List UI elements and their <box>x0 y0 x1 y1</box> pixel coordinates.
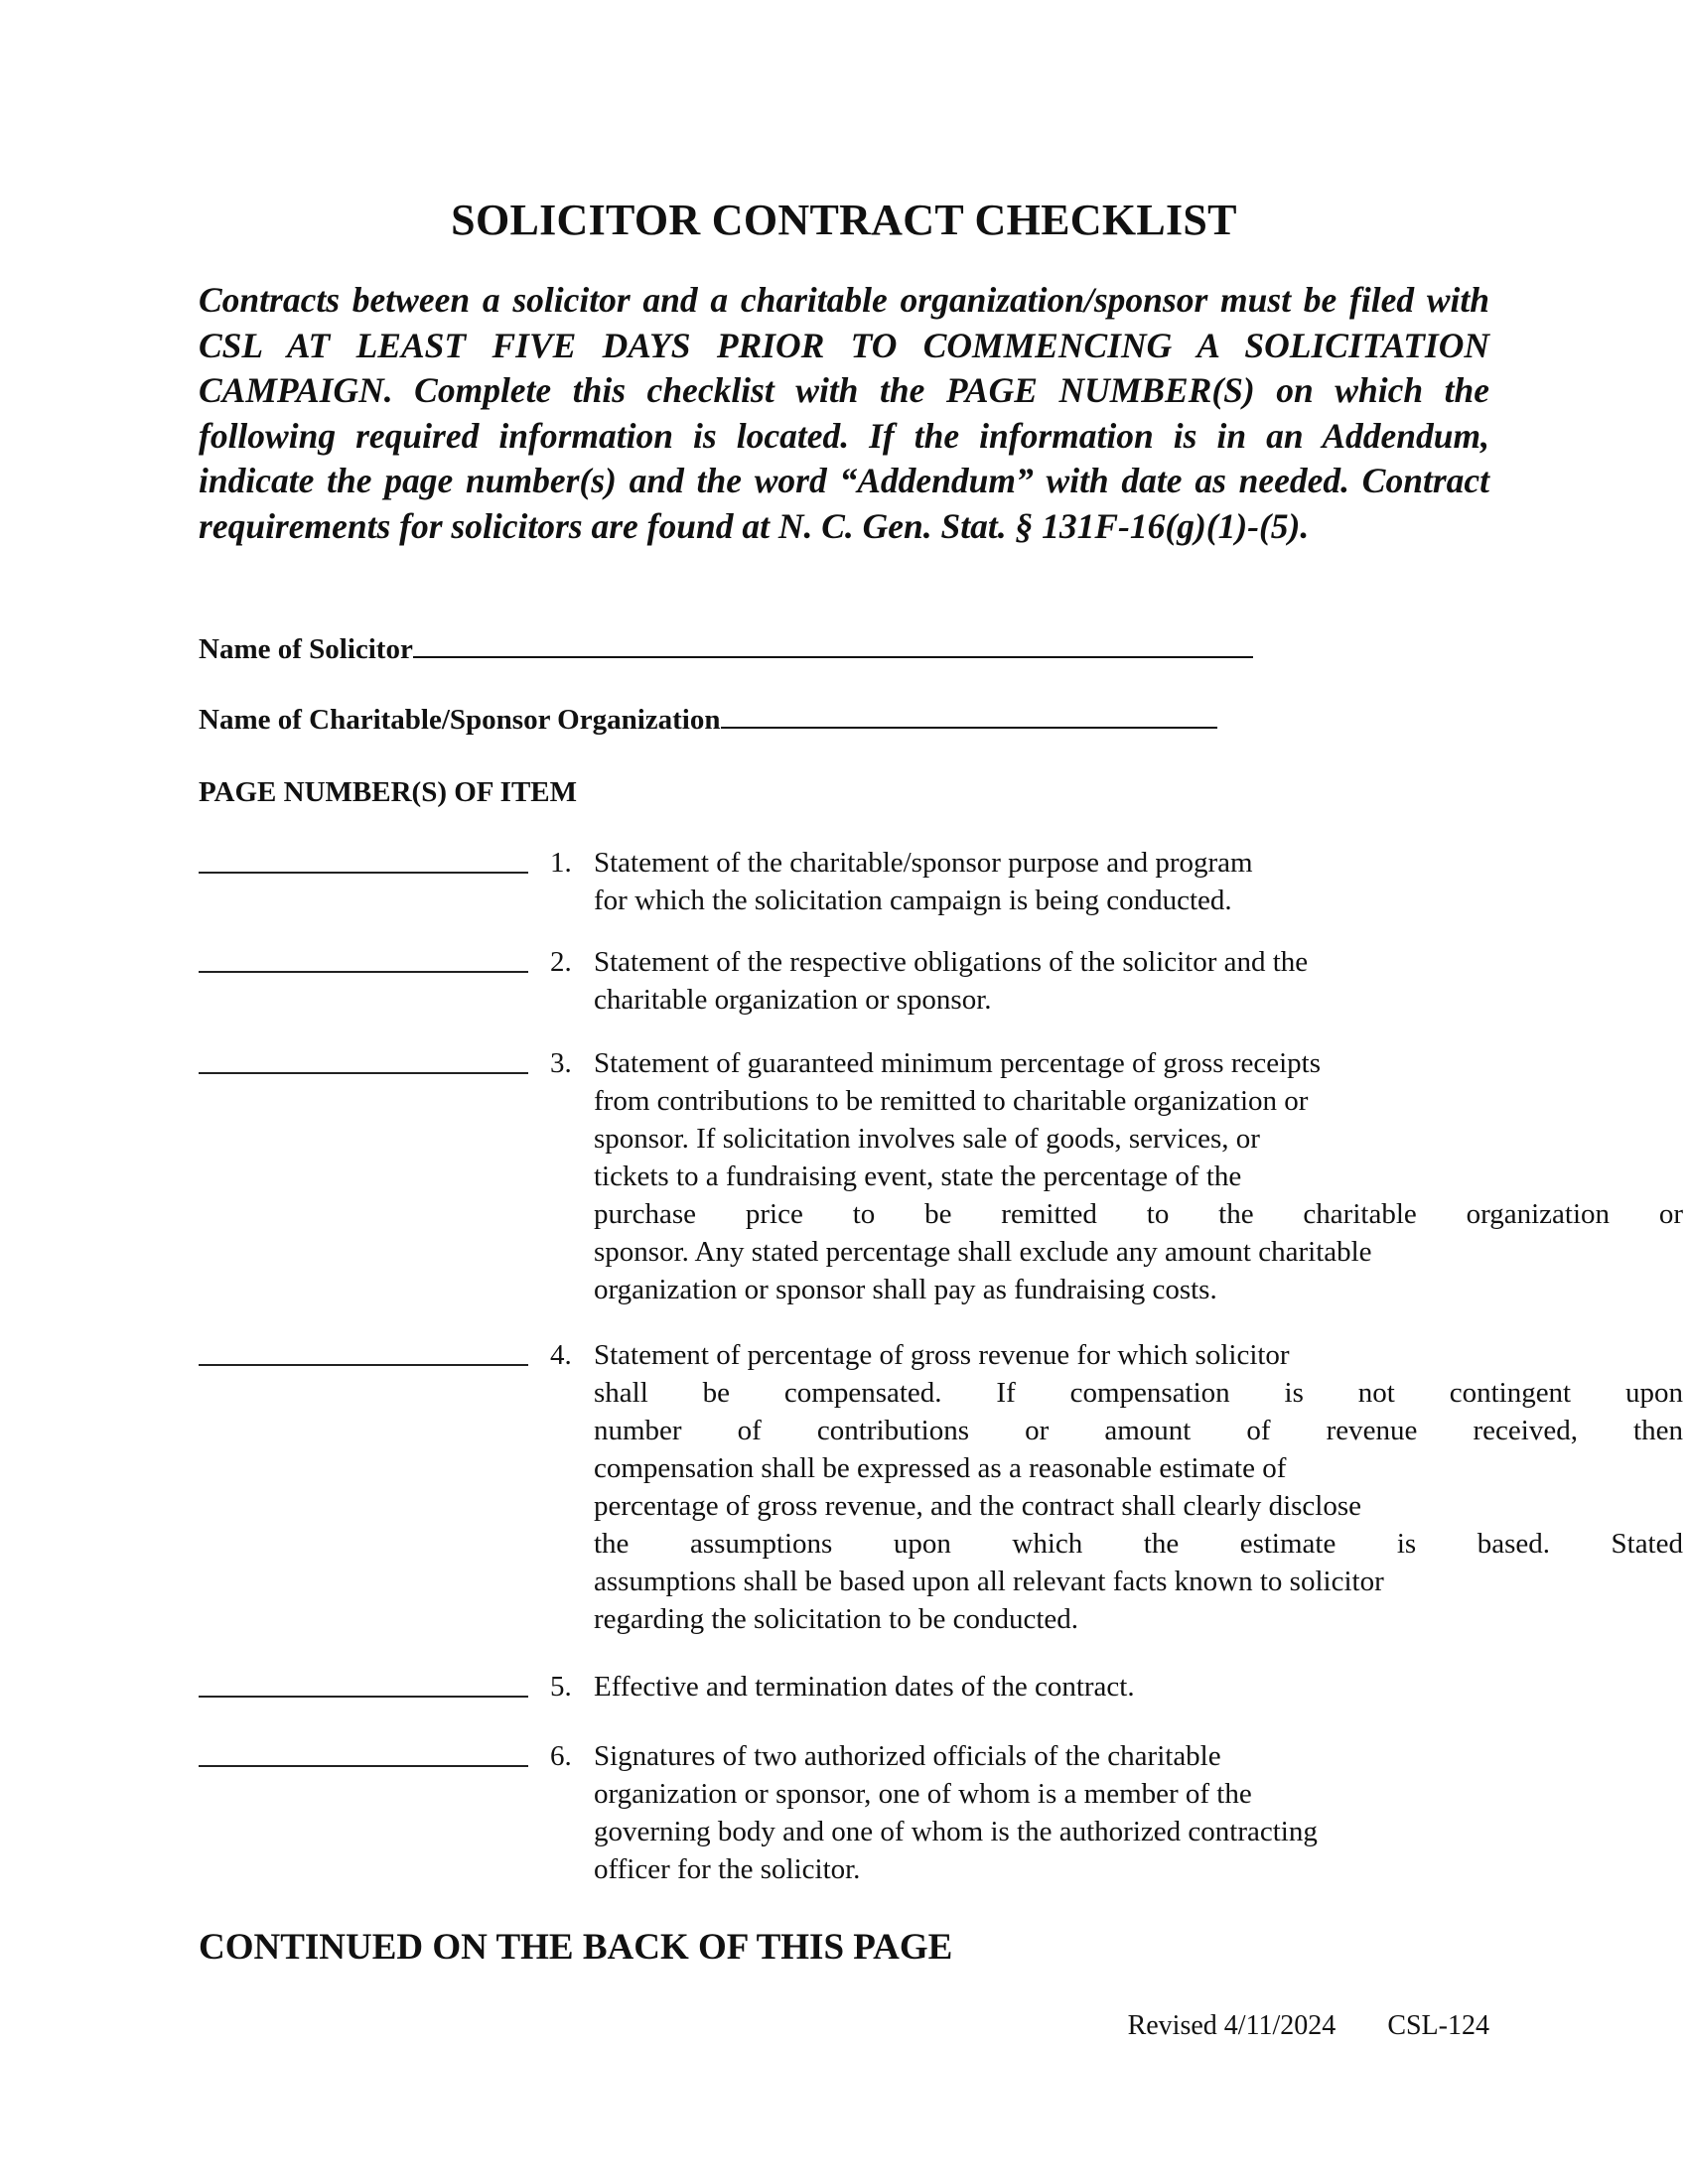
continued-notice: CONTINUED ON THE BACK OF THIS PAGE <box>199 1927 953 1968</box>
revision-date: Revised 4/11/2024 <box>1127 2010 1336 2041</box>
item-number: 4. <box>550 1339 572 1371</box>
page-number-field[interactable] <box>199 971 528 973</box>
page-number-field[interactable] <box>199 872 528 874</box>
item-text-line: Statement of percentage of gross revenue for which solicitor <box>594 1339 1290 1371</box>
item-text-line: percentage of gross revenue, and the contract shall clearly disclose <box>594 1490 1362 1522</box>
item-text-line: compensation shall be expressed as a reasonable estimate of <box>594 1452 1287 1484</box>
item-text-line: governing body and one of whom is the authorized contracting <box>594 1816 1318 1847</box>
item-text-line: purchase price to be remitted to the charitable organization or <box>594 1198 1683 1230</box>
item-number: 2. <box>550 946 572 978</box>
intro-instructions: Contracts between a solicitor and a charitable organization/sponsor must be filed with CSL AT LEAST FIVE DAYS PRIOR TO COMMENCING A SOLICITATION CAMPAIGN. Complete this checklist with the PAGE NUMBER(S) on which the following required information is located. If the information is in an Addendum, indicate the page number(s) and the word “Addendum” with date as needed. Contract requirements for solicitors are found at N. C. Gen. Stat. § 131F-16(g)(1)-(5). <box>199 280 1489 546</box>
page-number-field[interactable] <box>199 1072 528 1074</box>
item-text-line: sponsor. Any stated percentage shall exclude any amount charitable <box>594 1236 1372 1268</box>
item-text-line: the assumptions upon which the estimate is based. Stated <box>594 1528 1683 1560</box>
page-number-field[interactable] <box>199 1765 528 1767</box>
form-number: CSL-124 <box>1387 2010 1489 2041</box>
organization-name-row <box>199 701 1217 737</box>
item-text-line: shall be compensated. If compensation is not contingent upon <box>594 1377 1683 1409</box>
item-text-line: organization or sponsor, one of whom is a member of the <box>594 1778 1252 1810</box>
item-number: 1. <box>550 847 572 879</box>
solicitor-name-field[interactable] <box>413 630 1253 658</box>
item-number: 6. <box>550 1740 572 1772</box>
item-text <box>594 943 1683 1019</box>
item-text <box>594 1336 1683 1638</box>
item-number: 3. <box>550 1047 572 1079</box>
item-text-line: Statement of the respective obligations of the solicitor and the <box>594 946 1309 978</box>
item-text <box>594 1044 1683 1308</box>
page-footer <box>1128 2010 1489 2042</box>
item-text-line: officer for the solicitor. <box>594 1853 861 1885</box>
item-text <box>594 1668 1683 1706</box>
page-number-field[interactable] <box>199 1364 528 1366</box>
item-text-line: Statement of the charitable/sponsor purpose and program <box>594 847 1253 879</box>
page-number-field[interactable] <box>199 1696 528 1698</box>
item-text-line: from contributions to be remitted to charitable organization or <box>594 1085 1309 1117</box>
solicitor-name-label: Name of Solicitor <box>199 633 413 665</box>
item-text-line: tickets to a fundraising event, state the percentage of the <box>594 1160 1242 1192</box>
item-text-line: organization or sponsor shall pay as fundraising costs. <box>594 1274 1217 1305</box>
item-text <box>594 1737 1683 1888</box>
item-text-line: for which the solicitation campaign is being conducted. <box>594 885 1232 916</box>
item-text-line: Signatures of two authorized officials of the charitable <box>594 1740 1221 1772</box>
page-title: SOLICITOR CONTRACT CHECKLIST <box>451 196 1237 244</box>
item-text-line: Effective and termination dates of the contract. <box>594 1671 1135 1703</box>
item-text-line: charitable organization or sponsor. <box>594 984 992 1016</box>
item-text-line: sponsor. If solicitation involves sale of goods, services, or <box>594 1123 1260 1155</box>
organization-name-field[interactable] <box>721 701 1217 729</box>
item-text-line: assumptions shall be based upon all relevant facts known to solicitor <box>594 1566 1384 1597</box>
item-text-line: Statement of guaranteed minimum percentage of gross receipts <box>594 1047 1321 1079</box>
item-text <box>594 844 1683 919</box>
page-numbers-column-header: PAGE NUMBER(S) OF ITEM <box>199 776 578 808</box>
solicitor-name-row <box>199 630 1253 666</box>
item-number: 5. <box>550 1671 572 1703</box>
item-text-line: number of contributions or amount of revenue received, then <box>594 1415 1683 1446</box>
item-text-line: regarding the solicitation to be conducted. <box>594 1603 1079 1635</box>
organization-name-label: Name of Charitable/Sponsor Organization <box>199 704 721 736</box>
